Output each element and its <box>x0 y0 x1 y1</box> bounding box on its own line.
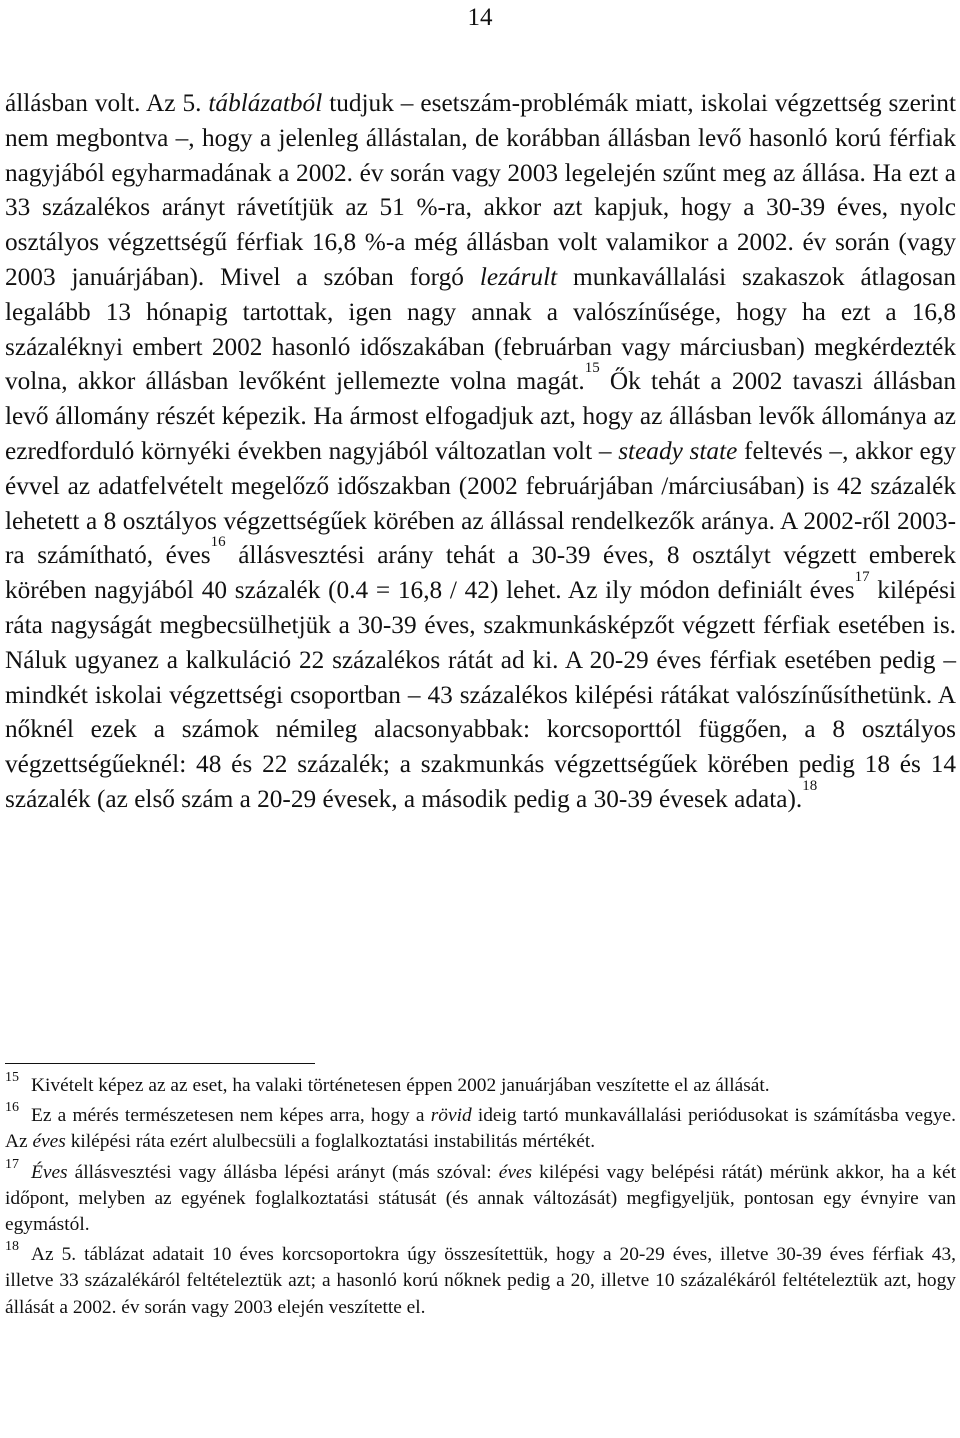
footnote-18 <box>5 1239 956 1321</box>
footnote-number: 17 <box>5 1156 19 1172</box>
footnote-15 <box>5 1070 956 1099</box>
footnote-separator <box>5 1063 315 1064</box>
footnote-ref-15[interactable]: 15 <box>584 360 600 377</box>
footnote-text: kilépési vagy belépési rátát) mérünk akkor, ha a két időpont, melyben az egyének foglalkoztatási státusát (és annak változását) megfigyeljük, pontosan egy évnyire van egymástól. <box>5 1161 956 1236</box>
footnote-text: Az 5. táblázat adatait 10 éves korcsoportokra úgy összesítettük, hogy a 20-29 éves, illetve 30-39 éves férfiak 43, illetve 33 százalékáról feltételeztük azt; a hasonló korú nőknek pedig a 20, illetve 10 százalékáról feltételeztük azt, hogy állását a 2002. év során vagy 2003 elején veszítette el. <box>5 1244 956 1318</box>
body-text-segment: kilépési ráta nagyságát megbecsülhetjük a 30-39 éves, szakmunkásképzőt végzett férfiak esetében is. Náluk ugyanez a kalkuláció 22 százalékos rátát ad ki. A 20-29 éves férfiak esetében pedig – mindkét iskolai végzettségi csoportban – 43 százalékos kilépési rátákat valószínűsíthetünk. A nőknél ezek a számok némileg alacsonyabbak: korcsoporttól függően, a 8 osztályos végzettségűeknél: 48 és 22 százalék; a szakmunkás végzettségűek körében pedig 18 és 14 százalék (az első szám a 20-29 évesek, a második pedig a 30-39 évesek adata). <box>5 576 956 813</box>
footnotes <box>5 1070 956 1325</box>
footnote-text: Kivételt képez az az eset, ha valaki történetesen éppen 2002 januárjában veszítette el az állását. <box>31 1075 770 1096</box>
body-text-segment: munkavállalási szakaszok átlagosan legalább 13 hónapig tartottak, igen nagy annak a valószínűsége, hogy ha ezt a 16,8 százaléknyi embert 2002 hasonló időszakában (februárban vagy márciusban) megkérdezték volna, akkor állásban levőként jellemezte volna magát. <box>5 262 956 396</box>
body-text-segment: állásvesztési arány tehát a 30-39 éves, 8 osztályt végzett emberek körében nagyjából 40 százalék (0.4 = 16,8 / 42) lehet. Az ily módon definiált éves <box>5 541 956 605</box>
footnote-text: állásvesztési vagy állásba lépési arányt (más szóval: <box>67 1161 499 1183</box>
footnote-text: Ez a mérés természetesen nem képes arra, hogy a <box>31 1105 431 1127</box>
footnote-ref-16[interactable]: 16 <box>210 534 226 551</box>
footnote-text: kilépési ráta ezért alulbecsüli a foglalkoztatási instabilitás mértékét. <box>65 1131 596 1153</box>
footnote-text-italic: Éves <box>31 1161 68 1183</box>
body-text-segment: tudjuk – esetszám-problémák miatt, iskolai végzettség szerint nem megbontva –, hogy a jelenleg állástalan, de korábban állásban levő hasonló korú férfiak nagyjából egyharmadának a 2002. év során vagy 2003 legelején szűnt meg az állása. Ha ezt a 33 százalékos arányt rávetítjük az 51 %-ra, akkor azt kapjuk, hogy a 30-39 éves, nyolc osztályos végzettségű férfiak 16,8 %-a még állásban volt valamikor a 2002. év során (vagy 2003 januárjában). Mivel a szóban forgó <box>5 89 956 291</box>
body-text-italic: táblázatból <box>208 89 323 117</box>
body-paragraph <box>5 86 956 817</box>
footnote-17 <box>5 1156 956 1239</box>
body-text-segment: Ők tehát a 2002 tavaszi állásban levő állomány részét képezik. Ha ármost elfogadjuk azt, hogy az állásban levők állománya az ezredforduló környéki években nagyjából változatlan volt – <box>5 367 956 465</box>
footnote-16 <box>5 1100 956 1155</box>
footnote-ref-17[interactable]: 17 <box>854 569 870 586</box>
body-text-italic: lezárult <box>479 262 558 291</box>
footnote-number: 15 <box>5 1070 19 1085</box>
body-text-italic: steady state <box>618 436 738 465</box>
footnote-number: 16 <box>5 1100 19 1116</box>
footnote-ref-18[interactable]: 18 <box>802 777 818 794</box>
body-text-segment: feltevés –, akkor egy évvel az adatfelvételt megelőző időszakban (2002 februárjában /márciusában) is 42 százalék lehetett a 8 osztályos végzettségűek körében az állással rendelkezők aránya. A 2002-ről 2003-ra számítható, éves <box>5 436 956 570</box>
footnote-text: ideig tartó munkavállalási periódusokat is számításba vegye. Az <box>5 1105 956 1153</box>
footnote-number: 18 <box>5 1239 19 1255</box>
body-text-segment: állásban volt. Az 5. <box>5 89 209 117</box>
footnote-text-italic: éves <box>32 1131 66 1153</box>
footnote-text-italic: rövid <box>430 1105 472 1127</box>
page-number: 14 <box>467 4 493 31</box>
footnote-text-italic: éves <box>498 1161 533 1183</box>
